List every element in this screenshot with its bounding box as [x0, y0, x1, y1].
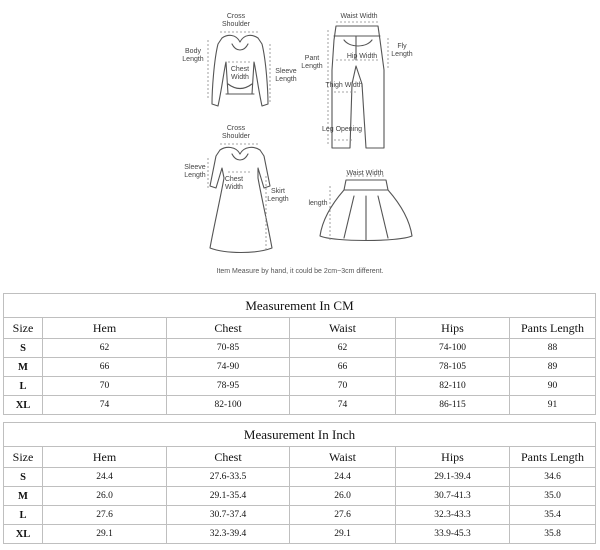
table-row: [4, 487, 596, 506]
table-cell: 35.4: [510, 506, 596, 525]
cm-table: [3, 293, 596, 415]
table-cell: M: [4, 487, 43, 506]
label-sleeve-length-top: Sleeve Length: [275, 68, 297, 83]
table-cell: 62: [290, 339, 396, 358]
col-header: Size: [4, 447, 43, 468]
table-cell: 26.0: [43, 487, 167, 506]
table-cell: 78-105: [396, 358, 510, 377]
col-header: Pants Length: [510, 318, 596, 339]
table-cell: 66: [43, 358, 167, 377]
dress-sketch: [210, 147, 272, 252]
table-cell: 32.3-39.4: [167, 525, 290, 544]
label-chest-width-dress: Chest Width: [224, 176, 244, 191]
col-header: Hips: [396, 447, 510, 468]
table-cell: 70-85: [167, 339, 290, 358]
table-cell: 26.0: [290, 487, 396, 506]
table-cell: S: [4, 468, 43, 487]
col-header: Waist: [290, 318, 396, 339]
skirt-sketch: [320, 180, 412, 241]
inch-header-row: [4, 447, 596, 468]
cm-table-title: Measurement In CM: [4, 294, 596, 318]
label-chest-width-top: Chest Width: [230, 66, 250, 81]
col-header: Chest: [167, 318, 290, 339]
table-cell: 24.4: [290, 468, 396, 487]
table-cell: 74-100: [396, 339, 510, 358]
table-cell: 27.6-33.5: [167, 468, 290, 487]
col-header: Waist: [290, 447, 396, 468]
table-cell: 30.7-37.4: [167, 506, 290, 525]
table-cell: 78-95: [167, 377, 290, 396]
table-cell: 70: [43, 377, 167, 396]
table-cell: 89: [510, 358, 596, 377]
table-cell: 29.1-35.4: [167, 487, 290, 506]
table-cell: 86-115: [396, 396, 510, 415]
col-header: Hem: [43, 447, 167, 468]
col-header: Size: [4, 318, 43, 339]
inch-table-title: Measurement In Inch: [4, 423, 596, 447]
table-cell: 32.3-43.3: [396, 506, 510, 525]
table-row: [4, 358, 596, 377]
label-waist-width-pants: Waist Width: [340, 13, 378, 20]
label-sleeve-length-dress: Sleeve Length: [184, 164, 206, 179]
table-cell: 74: [290, 396, 396, 415]
table-cell: 27.6: [290, 506, 396, 525]
table-cell: 27.6: [43, 506, 167, 525]
table-cell: 30.7-41.3: [396, 487, 510, 506]
table-row: [4, 339, 596, 358]
label-pant-length: Pant Length: [301, 55, 323, 70]
table-cell: 90: [510, 377, 596, 396]
table-row: [4, 396, 596, 415]
table-cell: S: [4, 339, 43, 358]
table-cell: 66: [290, 358, 396, 377]
measure-note: Item Measure by hand, it could be 2cm~3cm different.: [216, 268, 384, 275]
table-row: [4, 525, 596, 544]
label-waist-width-skirt: Waist Width: [346, 170, 384, 177]
col-header: Chest: [167, 447, 290, 468]
label-body-length: Body Length: [182, 48, 204, 63]
table-cell: 24.4: [43, 468, 167, 487]
table-row: [4, 468, 596, 487]
label-length: length: [308, 200, 328, 207]
label-cross-shoulder-top: Cross Shoulder: [221, 13, 251, 28]
cm-header-row: [4, 318, 596, 339]
table-cell: 70: [290, 377, 396, 396]
table-cell: XL: [4, 525, 43, 544]
table-cell: L: [4, 377, 43, 396]
table-cell: 29.1: [43, 525, 167, 544]
table-cell: 29.1-39.4: [396, 468, 510, 487]
table-cell: 82-100: [167, 396, 290, 415]
table-cell: 74-90: [167, 358, 290, 377]
label-leg-opening: Leg Opening: [321, 126, 363, 133]
label-skirt-length: Skirt Length: [267, 188, 289, 203]
table-cell: L: [4, 506, 43, 525]
label-cross-shoulder-dress: Cross Shoulder: [221, 125, 251, 140]
table-cell: 35.8: [510, 525, 596, 544]
col-header: Hem: [43, 318, 167, 339]
col-header: Pants Length: [510, 447, 596, 468]
label-fly-length: Fly Length: [391, 43, 413, 58]
label-thigh-width: Thigh Width: [325, 82, 363, 89]
table-cell: 35.0: [510, 487, 596, 506]
table-cell: 82-110: [396, 377, 510, 396]
table-cell: XL: [4, 396, 43, 415]
table-cell: 33.9-45.3: [396, 525, 510, 544]
inch-table: [3, 422, 596, 544]
table-cell: 29.1: [290, 525, 396, 544]
table-cell: 91: [510, 396, 596, 415]
table-cell: 74: [43, 396, 167, 415]
table-cell: 62: [43, 339, 167, 358]
table-cell: M: [4, 358, 43, 377]
col-header: Hips: [396, 318, 510, 339]
label-hip-width: Hip Width: [346, 53, 378, 60]
table-row: [4, 506, 596, 525]
table-cell: 34.6: [510, 468, 596, 487]
table-row: [4, 377, 596, 396]
table-cell: 88: [510, 339, 596, 358]
